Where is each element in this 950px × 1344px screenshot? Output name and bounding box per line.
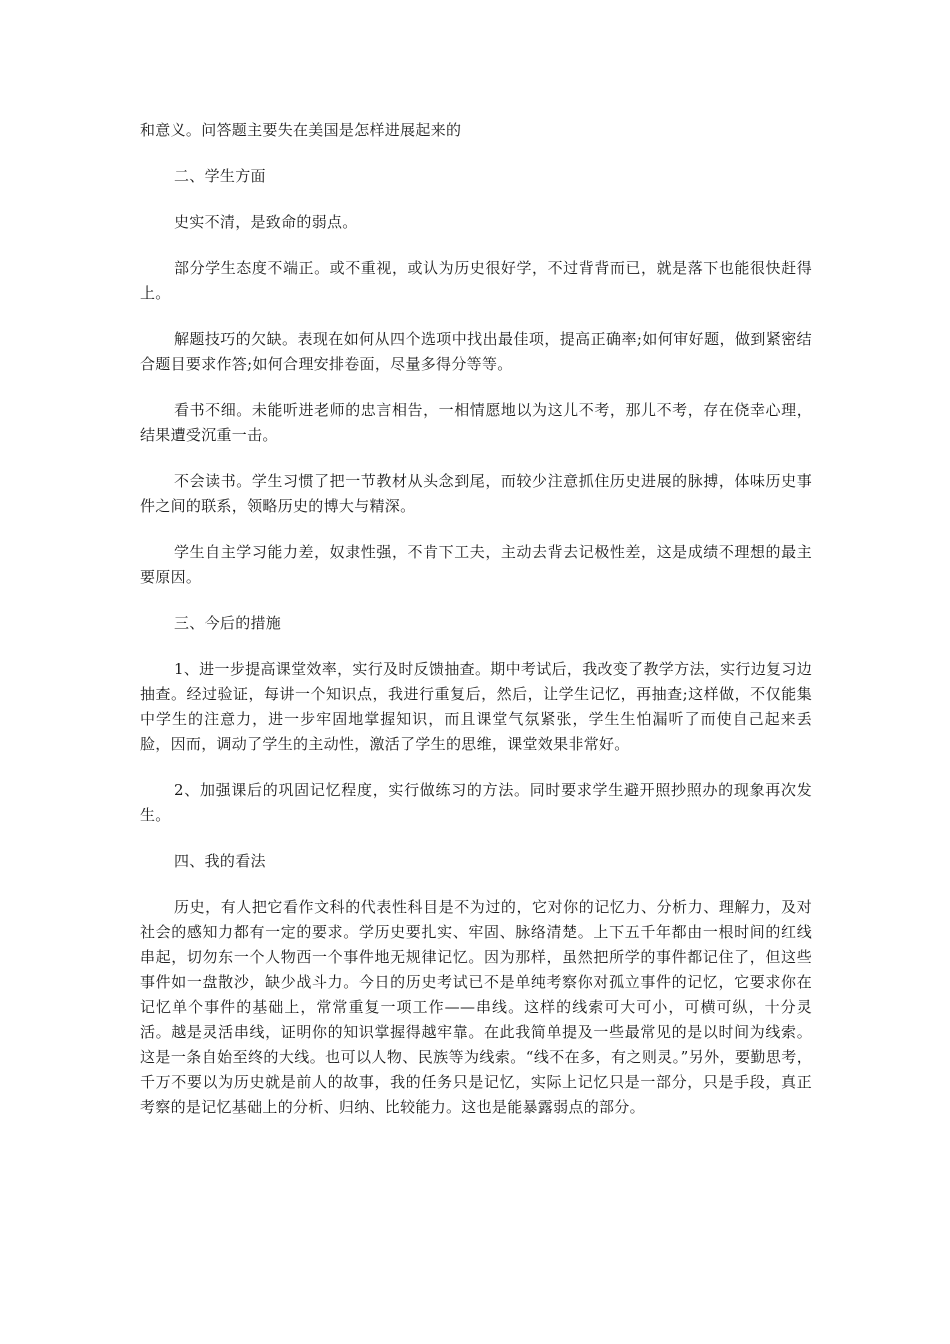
paragraph-continuation: 和意义。问答题主要失在美国是怎样进展起来的 <box>140 121 462 139</box>
section-heading-students: 二、学生方面 <box>174 167 266 185</box>
document-page <box>140 118 812 1141</box>
paragraph: 解题技巧的欠缺。表现在如何从四个选项中找出最佳项，提高正确率;如何审好题，做到紧密结合题目要求作答;如何合理安排卷面，尽量多得分等等。 <box>140 330 812 373</box>
paragraph: 学生自主学习能力差，奴隶性强，不肯下工夫，主动去背去记极性差，这是成绩不理想的最主要原因。 <box>140 543 812 586</box>
paragraph: 看书不细。未能听进老师的忠言相告，一相情愿地以为这儿不考，那儿不考，存在侥幸心理，结果遭受沉重一击。 <box>140 401 812 444</box>
paragraph: 部分学生态度不端正。或不重视，或认为历史很好学，不过背背而已，就是落下也能很快赶得上。 <box>140 259 812 302</box>
section-heading-measures: 三、今后的措施 <box>174 614 282 632</box>
paragraph: 历史，有人把它看作文科的代表性科目是不为过的，它对你的记忆力、分析力、理解力，及对社会的感知力都有一定的要求。学历史要扎实、牢固、脉络清楚。上下五千年都由一根时间的红线串起，切勿东一个人物西一个事件地无规律记忆。因为那样，虽然把所学的事件都记住了，但这些事件如一盘散沙，缺少战斗力。今日的历史考试已不是单纯考察你对孤立事件的记忆，它要求你在记忆单个事件的基础上，常常重复一项工作——串线。这样的线索可大可小，可横可纵，十分灵活。越是灵活串线，证明你的知识掌握得越牢靠。在此我简单提及一些最常见的是以时间为线索。这是一条自始至终的大线。也可以人物、民族等为线索。“线不在多，有之则灵。”另外，要勤思考，千万不要以为历史就是前人的故事，我的任务只是记忆，实际上记忆只是一部分，只是手段，真正考察的是记忆基础上的分析、归纳、比较能力。这也是能暴露弱点的部分。 <box>140 898 812 1116</box>
paragraph: 不会读书。学生习惯了把一节教材从头念到尾，而较少注意抓住历史进展的脉搏，体味历史事件之间的联系，领略历史的博大与精深。 <box>140 472 812 515</box>
paragraph: 史实不清，是致命的弱点。 <box>174 213 358 231</box>
paragraph: 1、进一步提高课堂效率，实行及时反馈抽查。期中考试后，我改变了教学方法，实行边复习边抽查。经过验证，每讲一个知识点，我进行重复后，然后，让学生记忆，再抽查;这样做，不仅能集中学生的注意力，进一步牢固地掌握知识，而且课堂气氛紧张，学生生怕漏听了而使自己起来丢脸，因而，调动了学生的主动性，激活了学生的思维，课堂效果非常好。 <box>140 660 812 753</box>
paragraph: 2、加强课后的巩固记忆程度，实行做练习的方法。同时要求学生避开照抄照办的现象再次发生。 <box>140 781 812 824</box>
section-heading-opinion: 四、我的看法 <box>174 852 266 870</box>
